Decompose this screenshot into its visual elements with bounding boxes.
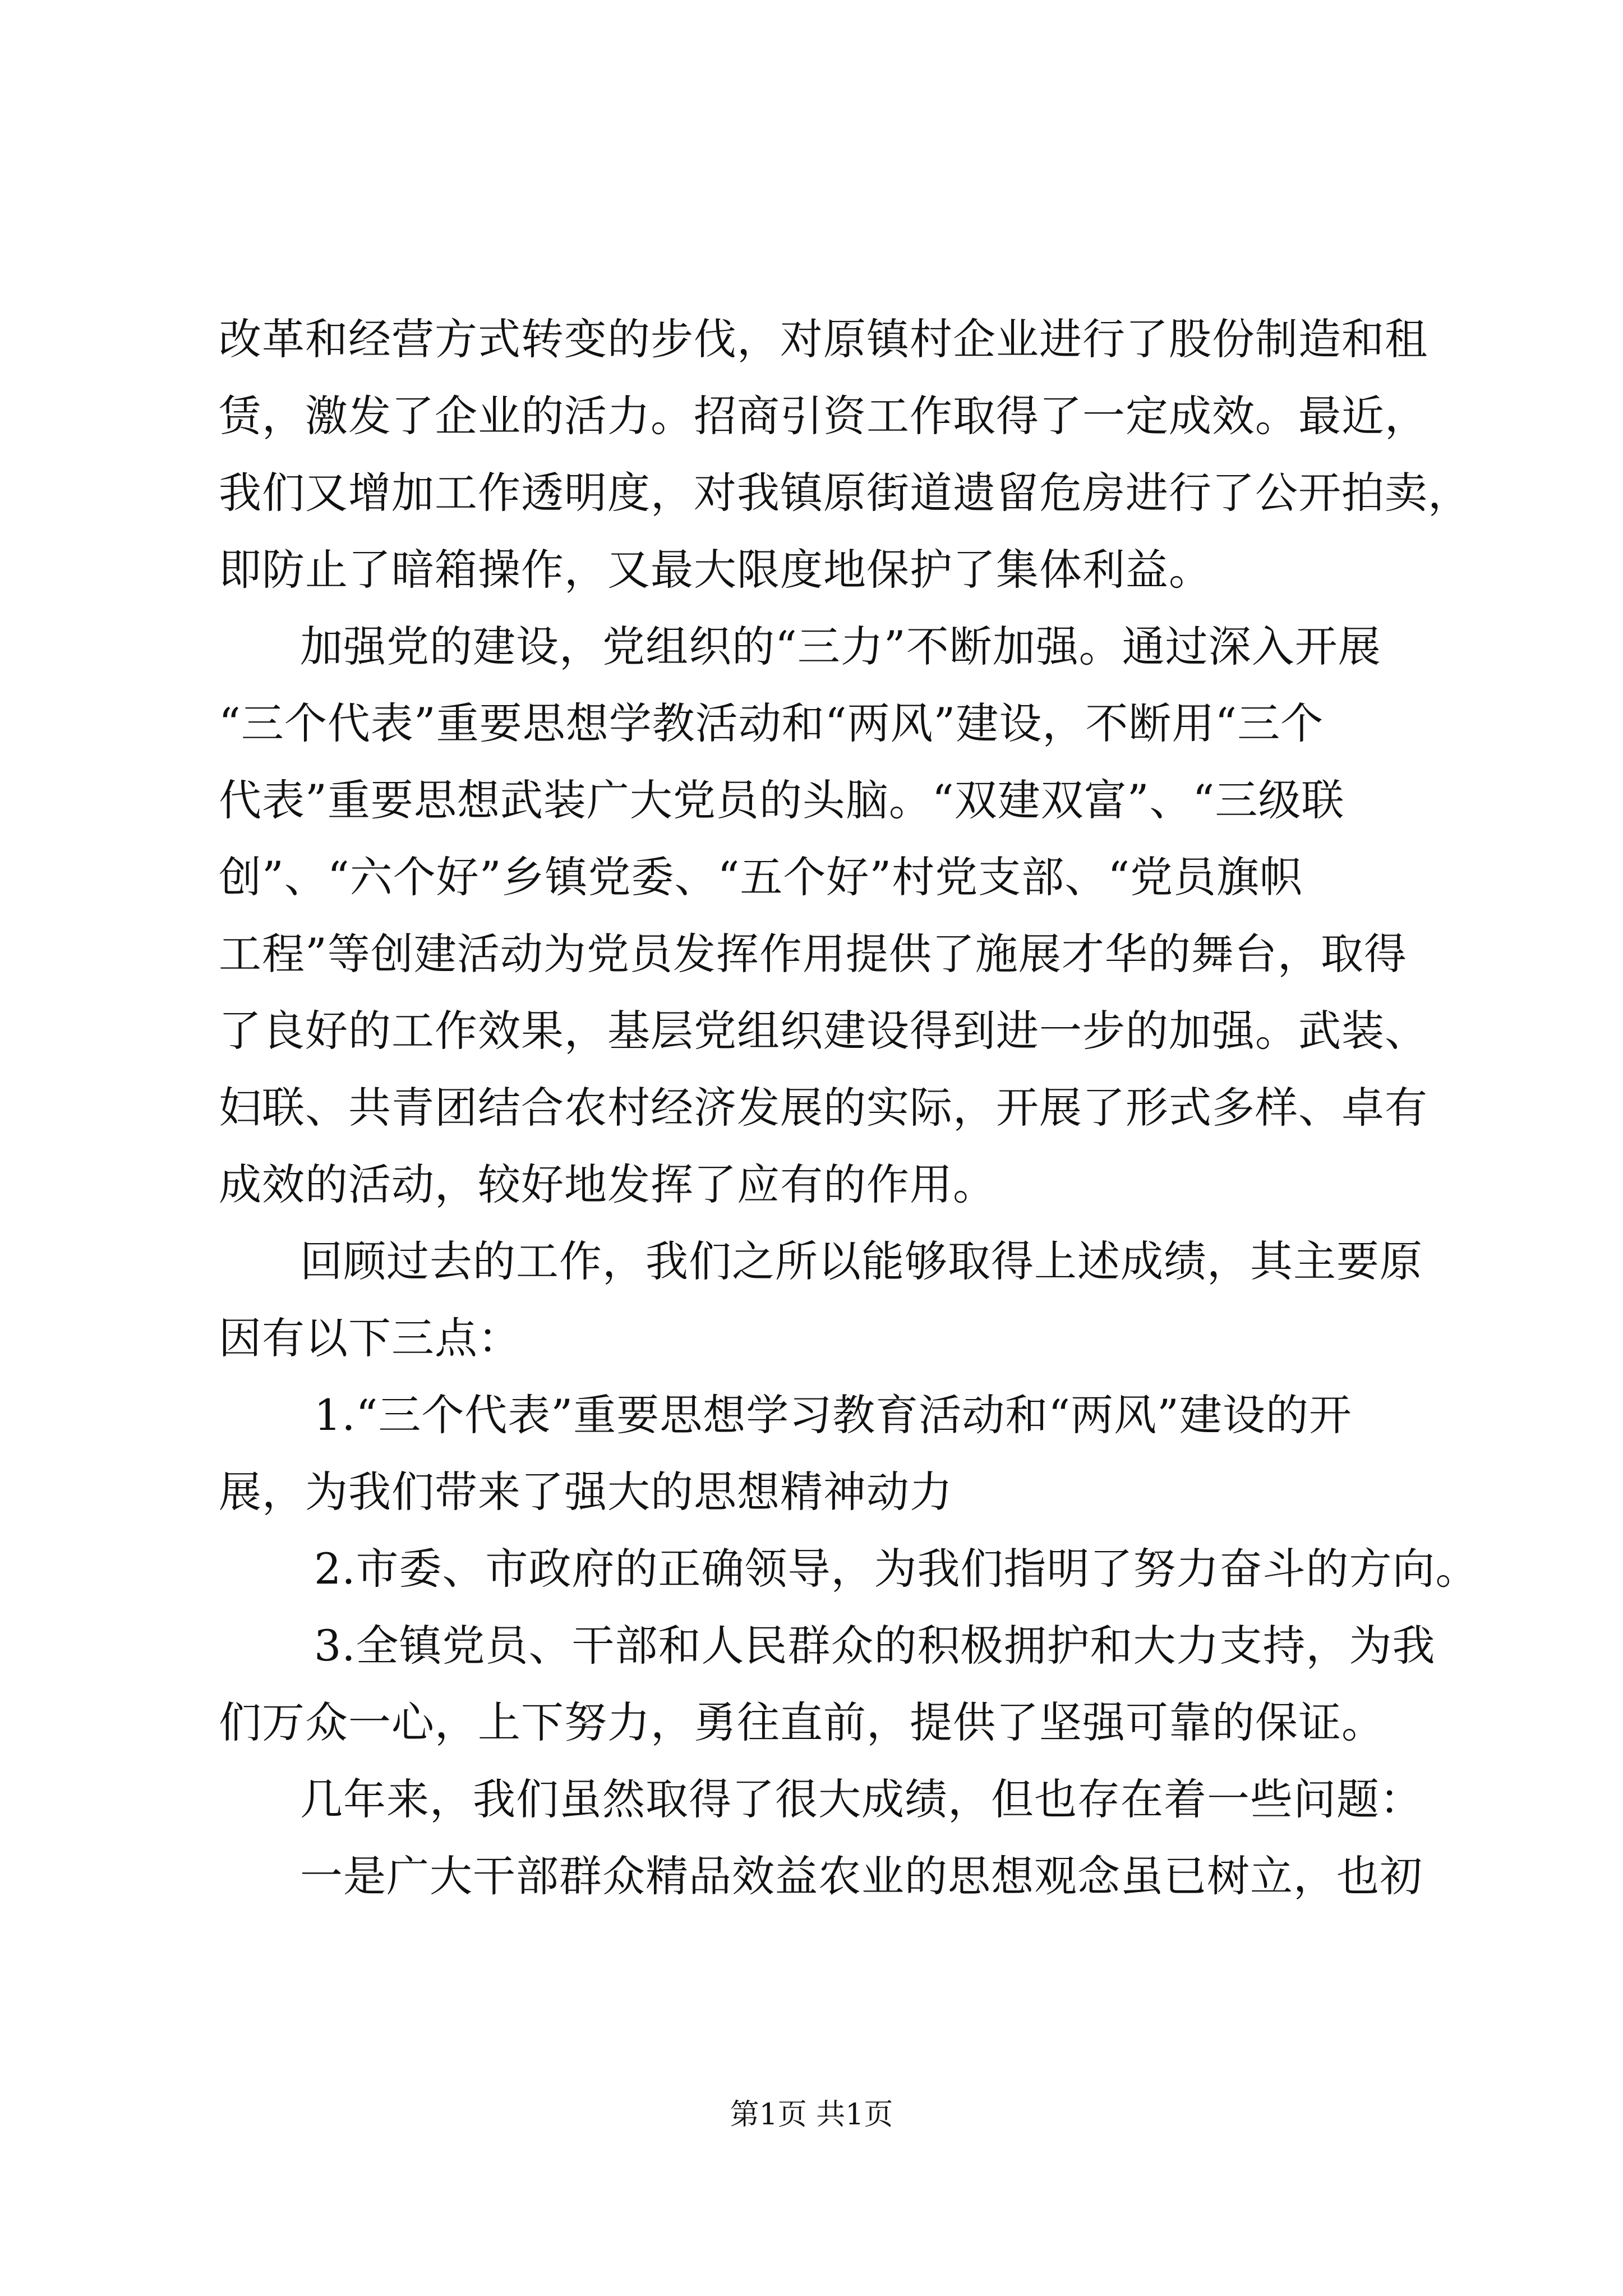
text-line: 改革和经营方式转变的步伐，对原镇村企业进行了股份制造和租: [219, 314, 1428, 364]
text-line: 了良好的工作效果，基层党组织建设得到进一步的加强。武装、: [219, 1006, 1428, 1056]
text-line: 3.全镇党员、干部和人民群众的积极拥护和大力支持，为我: [314, 1621, 1436, 1671]
text-line: 我们又增加工作透明度，对我镇原街道遗留危房进行了公开拍卖，: [219, 468, 1471, 518]
text-line: 创”、“六个好”乡镇党委、“五个好”村党支部、“党员旗帜: [219, 852, 1303, 902]
text-line: 妇联、共青团结合农村经济发展的实际，开展了形式多样、卓有: [219, 1083, 1428, 1133]
text-line: “三个代表”重要思想学教活动和“两风”建设，不断用“三个: [219, 698, 1324, 748]
text-line: 代表”重要思想武装广大党员的头脑。“双建双富”、“三级联: [219, 775, 1345, 825]
text-line: 2.市委、市政府的正确领导，为我们指明了努力奋斗的方向。: [314, 1544, 1479, 1594]
text-line: 1.“三个代表”重要思想学习教育活动和“两风”建设的开: [314, 1390, 1352, 1440]
text-line: 加强党的建设，党组织的“三力”不断加强。通过深入开展: [300, 622, 1381, 671]
text-line: 即防止了暗箱操作，又最大限度地保护了集体利益。: [219, 545, 1212, 595]
text-line: 因有以下三点：: [219, 1313, 521, 1363]
text-line: 成效的活动，较好地发挥了应有的作用。: [219, 1159, 996, 1209]
text-line: 工程”等创建活动为党员发挥作用提供了施展才华的舞台，取得: [219, 929, 1407, 979]
text-line: 几年来，我们虽然取得了很大成绩，但也存在着一些问题：: [300, 1774, 1423, 1824]
text-line: 展，为我们带来了强大的思想精神动力: [219, 1467, 953, 1517]
text-line: 一是广大干部群众精品效益农业的思想观念虽已树立，也初: [300, 1851, 1423, 1901]
page-footer: [0, 2095, 1623, 2134]
text-line: 回顾过去的工作，我们之所以能够取得上述成绩，其主要原: [300, 1236, 1423, 1286]
text-line: 们万众一心，上下努力，勇往直前，提供了坚强可靠的保证。: [219, 1697, 1385, 1747]
page-number-label: 第1页 共1页: [730, 2098, 893, 2132]
text-line: 赁，激发了企业的活力。招商引资工作取得了一定成效。最近，: [219, 391, 1428, 441]
